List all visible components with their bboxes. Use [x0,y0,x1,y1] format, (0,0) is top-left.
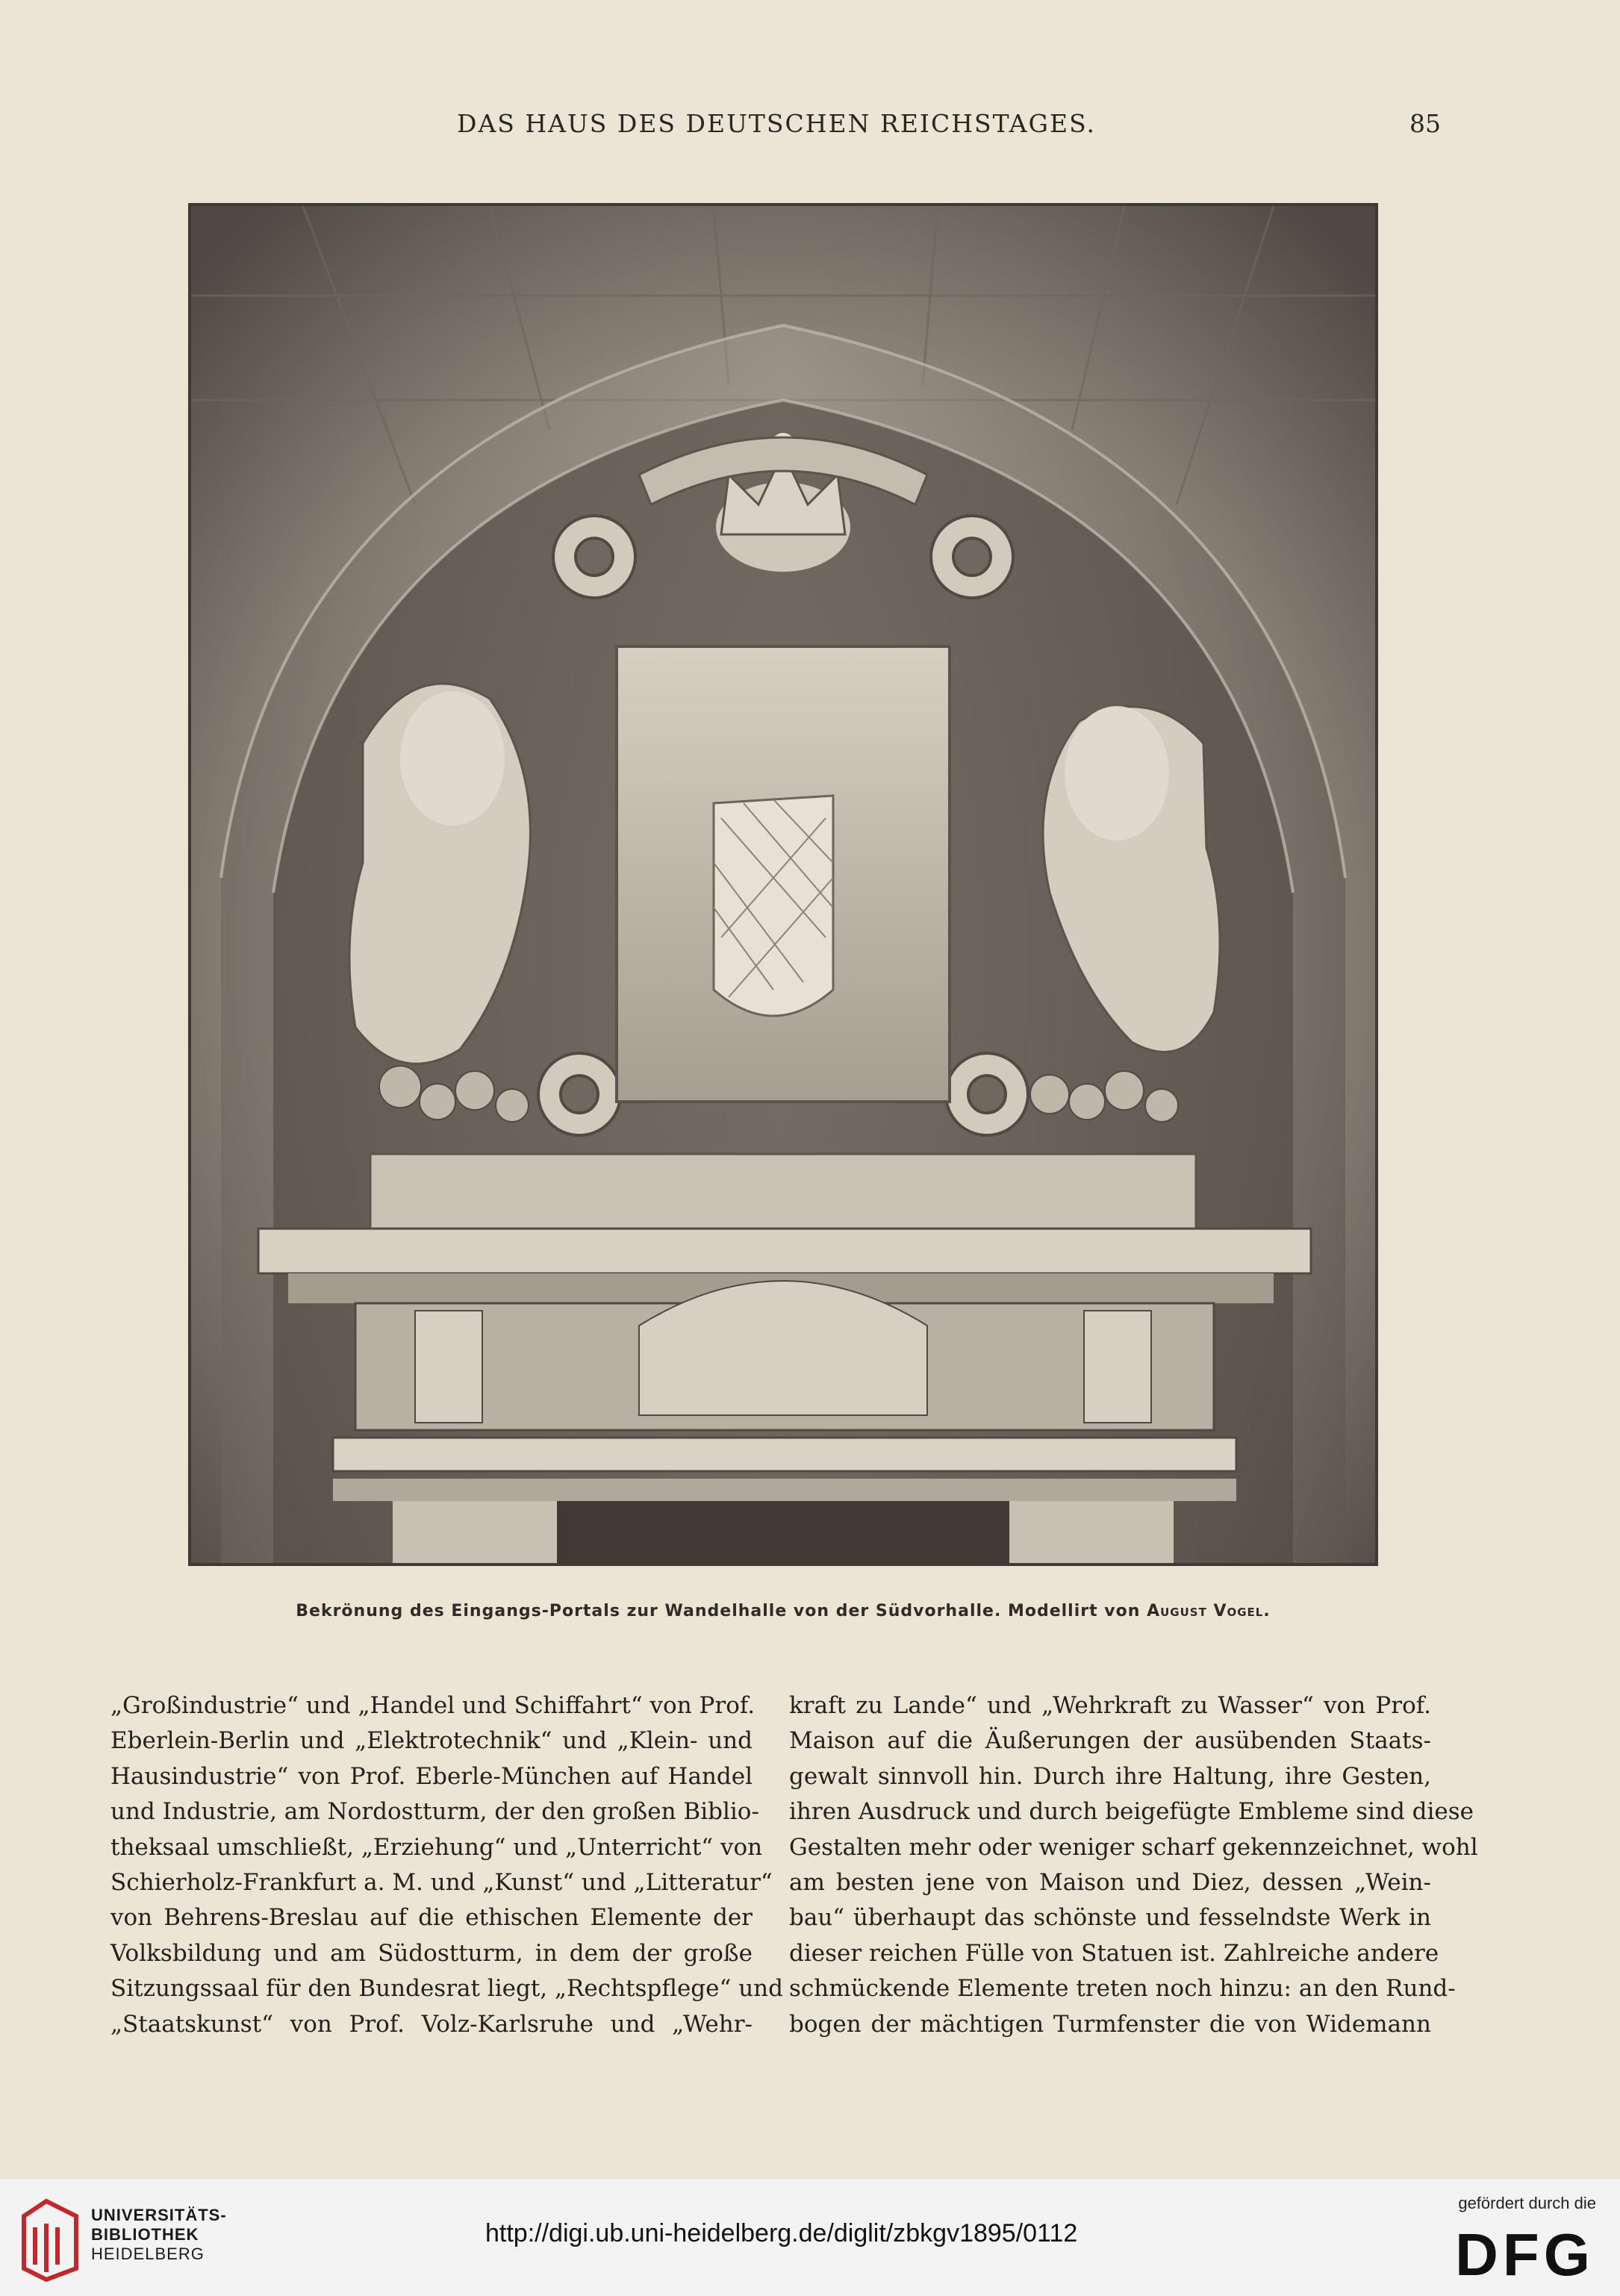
caption-text: Bekrönung des Eingangs-Portals zur Wandelhalle von der Südvorhalle. Modellirt von [296,1602,1147,1620]
text-line: von Behrens-Breslau auf die ethischen Elemente der [110,1904,753,1932]
university-library-name[interactable] [91,2206,227,2264]
text-line: gewalt sinnvoll hin. Durch ihre Haltung, ihre Gesten, [789,1762,1431,1790]
portal-crown-sculpture-photo [191,206,1375,1563]
running-title: DAS HAUS DES DEUTSCHEN REICHSTAGES. [456,109,1097,138]
photo-plate [188,203,1378,1566]
library-line-2: BIBLIOTHEK [91,2225,199,2244]
text-line: „Staatskunst“ von Prof. Volz-Karlsruhe und „Wehr- [110,2010,753,2038]
funded-by-label: gefördert durch die [1458,2194,1596,2212]
digitization-footer [0,2178,1620,2296]
text-line: kraft zu Lande“ und „Wehrkraft zu Wasser“ von Prof. [789,1692,1431,1719]
text-line: „Großindustrie“ und „Handel und Schiffahrt“ von Prof. [110,1692,756,1719]
text-column-right [789,1688,1478,2042]
text-line: bau“ überhaupt das schönste und fesselndste Werk in [789,1904,1431,1932]
library-line-3: HEIDELBERG [91,2244,205,2263]
text-line: theksaal umschließt, „Erziehung“ und „Unterricht“ von [110,1833,763,1861]
text-line: Maison auf die Äußerungen der ausübenden Staats- [789,1727,1431,1755]
caption-artist: August Vogel. [1147,1602,1271,1620]
text-line: Hausindustrie“ von Prof. Eberle-München auf Handel [110,1762,753,1790]
text-line: ihren Ausdruck und durch beigefügte Embleme sind diese [789,1798,1474,1826]
dfg-logo[interactable]: DFG [1455,2221,1595,2288]
university-library-logo-icon[interactable] [16,2194,84,2283]
text-line: am besten jene von Maison und Diez, dessen „Wein- [789,1868,1431,1896]
text-column-left [110,1688,783,2042]
text-line: Eberlein-Berlin und „Elektrotechnik“ und „Klein- und [110,1727,753,1755]
page-number: 85 [1409,109,1441,138]
text-line: und Industrie, am Nordostturm, der den großen Biblio- [110,1798,759,1826]
library-line-1: UNIVERSITÄTS- [91,2206,227,2224]
text-line: Schierholz-Frankfurt a. M. und „Kunst“ und „Litteratur“ [110,1868,773,1896]
text-line: Sitzungssaal für den Bundesrat liegt, „Rechtspflege“ und [110,1975,783,2003]
page-header [112,104,1441,149]
plate-caption [188,1602,1378,1620]
text-line: bogen der mächtigen Turmfenster die von Widemann [789,2010,1431,2038]
text-line: schmückende Elemente treten noch hinzu: an den Rund- [789,1975,1456,2003]
text-line: Gestalten mehr oder weniger scharf gekennzeichnet, wohl [789,1833,1478,1861]
text-line: Volksbildung und am Südostturm, in dem der große [110,1939,753,1967]
text-line: dieser reichen Fülle von Statuen ist. Zahlreiche andere [789,1939,1439,1967]
permalink-url[interactable]: http://digi.ub.uni-heidelberg.de/diglit/zbkgv1895/0112 [485,2219,1078,2247]
